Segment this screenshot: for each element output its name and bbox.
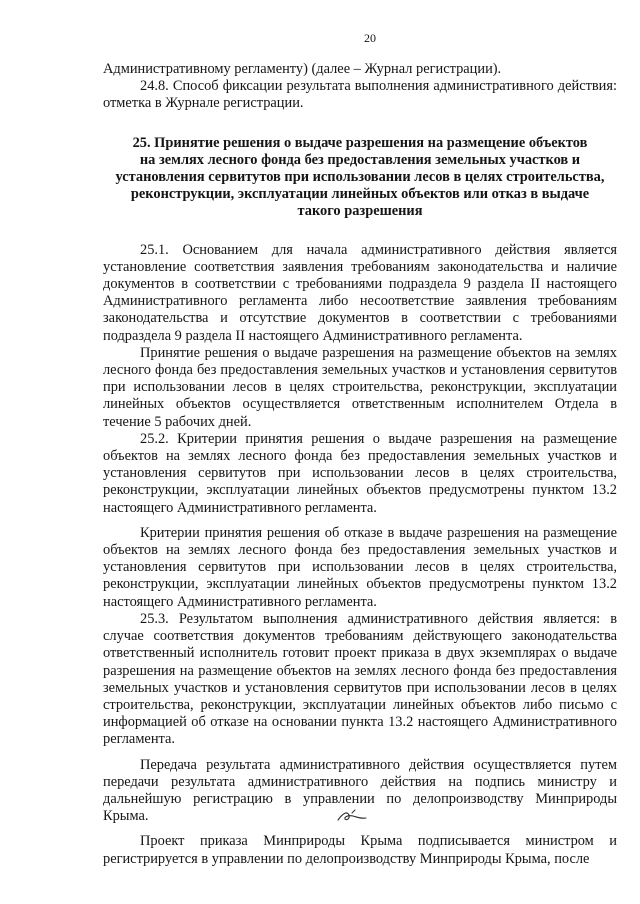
paragraph-transfer: Передача результата административного действия осуществляется путем передачи результата административного действия на подпись министру и дальнейшую регистрацию в управлении по делопроизводству Минприроды Крыма. [103,756,617,825]
heading-line: на землях лесного фонда без предоставления земельных участков и [139,151,581,168]
page-number: 20 [364,31,376,45]
paragraph-25-2: 25.2. Критерии принятия решения о выдаче разрешения на размещение объектов на землях лесного фонда без предоставления земельных участков и установления сервитутов при использовании лесов в целях строительства, реконструкции, эксплуатации линейных объектов предусмотрены пунктом 13.2 настоящего Административного регламента. [103,430,617,516]
paragraph-order-project: Проект приказа Минприроды Крыма подписывается министром и регистрируется в управлении по делопроизводству Минприроды Крыма, после [103,833,617,867]
heading-line: установления сервитутов при использовании лесов в целях строительства, [115,169,605,186]
paragraph-25-1: 25.1. Основанием для начала административного действия является установление соответствия заявления требованиям законодательства и наличие документов в соответствии с требованиями подраздела 9 раздела II настоящего Административного регламента либо несоответствие заявления требованиям законодательства и отсутствие документов в соответствии с требованиями подраздела 9 раздела II настоящего Административного регламента. [103,241,617,344]
paragraph-decision-term: Принятие решения о выдаче разрешения на размещение объектов на землях лесного фонда без предоставления земельных участков и установления сервитутов при использовании лесов в целях строительства, реконструкции, эксплуатации линейных объектов осуществляется ответственным исполнителем Отдела в течение 5 рабочих дней. [103,344,617,430]
heading-line: 25. Принятие решения о выдаче разрешения на размещение объектов [132,134,588,151]
paragraph-refusal-criteria: Критерии принятия решения об отказе в выдаче разрешения на размещение объектов на землях лесного фонда без предоставления земельных участков и установления сервитутов при использовании лесов в целях строительства, реконструкции, эксплуатации линейных объектов предусмотрены пунктом 13.2 настоящего Административного регламента. [103,524,617,610]
paragraph-24-8: 24.8. Способ фиксации результата выполнения административного действия: отметка в Журнале регистрации. [103,78,617,112]
paragraph-continuation: Административному регламенту) (далее – Журнал регистрации). [103,61,502,77]
heading-line: такого разрешения [297,203,423,220]
section-heading-25 [103,135,617,221]
heading-line: реконструкции, эксплуатации линейных объектов или отказ в выдаче [130,186,590,203]
paragraph-25-3: 25.3. Результатом выполнения административного действия является: в случае соответствия документов требованиям действующего законодательства ответственный исполнитель готовит проект приказа в двух экземплярах о выдаче разрешения на размещение объектов на землях лесного фонда без предоставления земельных участков и установления сервитутов при использовании лесов в целях строительства, реконструкции, эксплуатации линейных объектов либо письмо с информацией об отказе на основании пункта 13.2 настоящего Административного регламента. [103,610,617,748]
